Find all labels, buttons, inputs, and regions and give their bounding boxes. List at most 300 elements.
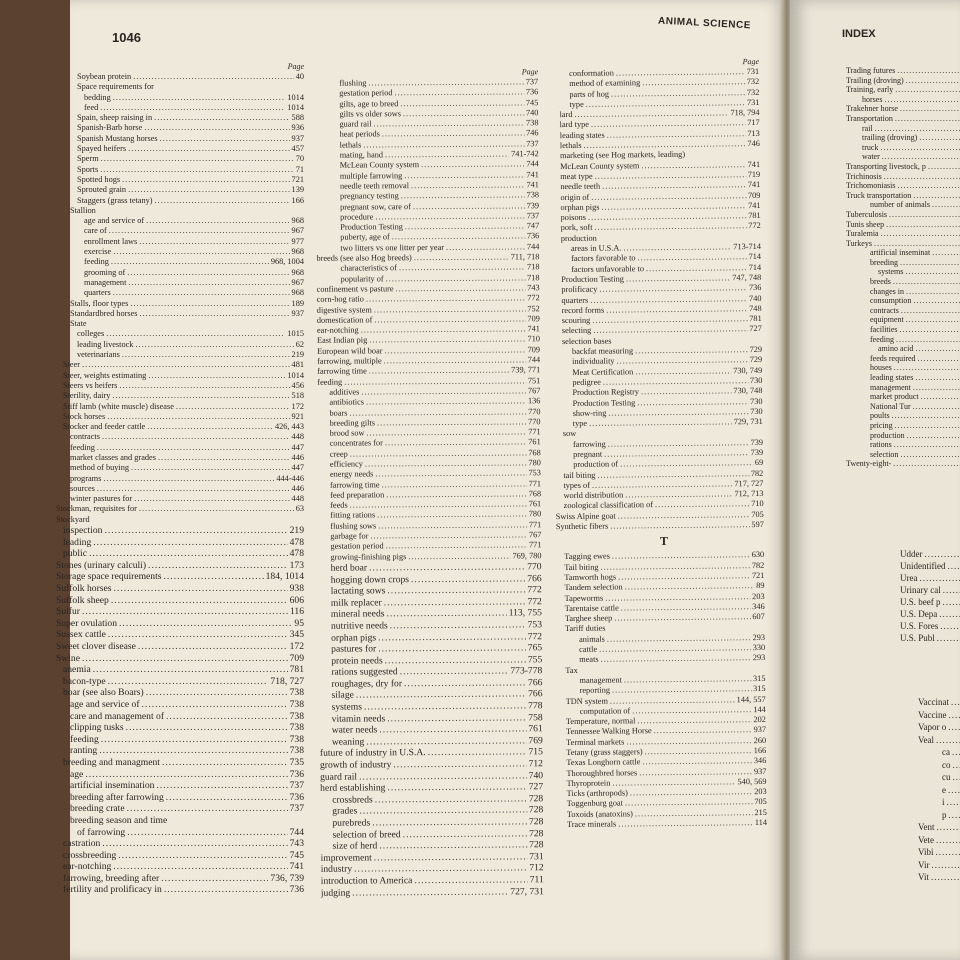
dot-leader [949, 809, 960, 822]
dot-leader [385, 654, 526, 667]
entry-page: 736, 739 [270, 872, 304, 884]
entry-term: multiple farrowing [339, 170, 403, 181]
index-entry [56, 792, 304, 804]
entry-term: growing-finishing pigs [330, 551, 407, 562]
entry-term: poisons [560, 212, 587, 223]
entry-page: 738 [289, 733, 304, 745]
dot-leader [93, 664, 288, 676]
entry-term: equipment [870, 315, 904, 325]
entry-page: 967 [291, 277, 304, 287]
dot-leader [895, 114, 960, 124]
entry-term: p [942, 809, 947, 820]
entry-term: Trading futures [846, 66, 896, 75]
index-entry [900, 608, 960, 620]
index-entry [56, 474, 304, 484]
entry-term: Urea [900, 573, 918, 583]
entry-page: 95 [294, 617, 304, 629]
dot-leader [122, 175, 289, 185]
entry-page: 745 [525, 97, 539, 107]
entry-term: European wild boar [317, 346, 383, 356]
dot-leader [390, 619, 526, 632]
entry-term: horses [862, 94, 883, 104]
dot-leader [593, 325, 747, 337]
dot-leader [122, 350, 290, 360]
entry-term: method of examining [569, 78, 641, 89]
dot-leader [943, 596, 960, 608]
index-entry [56, 391, 304, 401]
entry-term: ranting [70, 745, 98, 757]
entry-page: 968 [291, 216, 304, 226]
entry-term: enrollment laws [84, 236, 138, 246]
dot-leader [882, 152, 960, 162]
entry-page: 772 [527, 293, 540, 303]
entry-page: 755 [527, 653, 543, 666]
entry-term: age [70, 768, 84, 780]
dot-leader [893, 459, 960, 469]
dot-leader [164, 884, 288, 896]
dot-leader [935, 846, 960, 859]
entry-page: 730 [749, 375, 763, 385]
entry-page: 710 [527, 334, 541, 344]
entry-term: water [862, 152, 880, 162]
entry-page: 936 [291, 123, 304, 133]
entry-term: brood sow [329, 428, 365, 438]
entry-term: herd establishing [320, 782, 386, 795]
index-entry [56, 664, 304, 676]
dot-leader [894, 440, 960, 450]
entry-term: artificial insemination [70, 780, 155, 792]
index-entry [56, 268, 304, 278]
entry-term: growth of industry [319, 759, 392, 771]
entry-page: 737 [289, 803, 304, 815]
entry-term: pregnancy testing [339, 191, 399, 201]
index-entry [56, 757, 304, 769]
entry-term: houses [870, 363, 892, 373]
entry-page: 937 [291, 308, 304, 318]
entry-term: Vit [918, 872, 929, 882]
entry-term: guard rail [339, 119, 372, 129]
entry-term: mineral needs [330, 608, 385, 621]
index-entry [56, 745, 304, 757]
entry-term: of farrowing [77, 826, 126, 838]
entry-page: 730, 748 [733, 386, 763, 396]
entry-term: Toggenburg goat [566, 798, 623, 809]
dot-leader [875, 124, 960, 134]
dot-leader [932, 200, 960, 210]
entry-page: 116 [289, 606, 304, 618]
entry-term: factors unfavorable to [571, 263, 645, 274]
index-entry [846, 200, 960, 210]
entry-page: 968 [291, 267, 304, 277]
entry-page: 772 [527, 584, 542, 596]
entry-page: 184, 1014 [265, 571, 304, 583]
entry-term: feeding [70, 733, 99, 745]
index-entry [56, 606, 304, 618]
entry-page: 448 [291, 494, 304, 504]
index-entry [846, 191, 960, 201]
index-entry [56, 329, 304, 339]
entry-term: silage [331, 690, 354, 702]
entry-page: 114 [754, 818, 768, 828]
entry-term: world distribution [563, 490, 624, 501]
dot-leader [901, 306, 960, 316]
dot-leader [928, 162, 960, 172]
dot-leader [948, 784, 960, 797]
dot-leader [889, 210, 960, 220]
dot-leader [133, 72, 294, 82]
index-entry [56, 144, 304, 154]
entry-term: factors favorable to [571, 253, 636, 264]
dot-leader [161, 873, 268, 885]
entry-term: selection bases [561, 336, 612, 346]
entry-term: Tandem selection [564, 582, 623, 593]
index-entry [918, 709, 960, 722]
index-entry [918, 784, 960, 797]
entry-term: Sperm [77, 154, 99, 164]
entry-page: 606 [289, 594, 304, 606]
index-entry [846, 114, 960, 124]
dot-leader [411, 573, 525, 585]
dot-leader [931, 871, 960, 884]
dot-leader [108, 629, 288, 641]
entry-term: meats [579, 655, 599, 665]
dot-leader [100, 103, 285, 113]
index-entry [563, 417, 763, 429]
entry-term: Trichinosis [846, 171, 882, 181]
entry-page: 1014 [287, 102, 304, 112]
dot-leader [906, 287, 960, 297]
entry-term: selecting [561, 326, 592, 336]
dot-leader [109, 226, 290, 236]
entry-term: Sterility, dairy [63, 391, 111, 401]
entry-page: 736 [748, 283, 762, 293]
entry-page: 144 [753, 704, 766, 714]
dot-leader [378, 631, 526, 644]
entry-page: 712 [529, 862, 544, 874]
index-entry [56, 838, 304, 850]
entry-page: 746 [747, 139, 760, 149]
dot-leader [900, 450, 960, 460]
entry-page: 772 [527, 630, 543, 642]
entry-term: method of buying [70, 463, 129, 473]
entry-page: 767 [528, 530, 542, 540]
dot-leader [160, 134, 290, 144]
entry-term: boar (see also Boars) [63, 687, 144, 699]
index-entry [56, 412, 304, 422]
entry-term: heat periods [339, 129, 380, 140]
dot-leader [414, 252, 509, 263]
index-entry [56, 360, 304, 370]
entry-term: energy needs [329, 469, 374, 479]
dot-leader [147, 422, 273, 432]
entry-page: 743 [289, 838, 304, 850]
index-entry [56, 319, 304, 329]
entry-page: 768 [528, 489, 542, 499]
entry-term: anemia [63, 664, 91, 676]
entry-page: 709 [747, 190, 761, 200]
dot-leader [614, 612, 750, 624]
entry-term: Spanish-Barb horse [77, 123, 143, 133]
index-entry [321, 886, 544, 899]
entry-page: 745 [289, 849, 304, 861]
entry-term: facilities [870, 325, 898, 335]
dot-leader [932, 248, 960, 258]
index-entry [56, 82, 304, 92]
dot-leader [156, 780, 287, 792]
index-entry [918, 771, 960, 784]
page-column-label: Page [287, 62, 304, 71]
entry-page: 728 [529, 827, 544, 839]
entry-page: 721 [291, 174, 304, 184]
entry-page: 709 [527, 344, 541, 355]
entry-page: 714 [748, 252, 762, 262]
entry-page: 719 [747, 169, 761, 180]
entry-page: 780 [528, 458, 541, 468]
entry-page: 597 [751, 520, 764, 530]
entry-page: 738 [289, 722, 304, 734]
entry-term: McLean County system [560, 160, 640, 171]
entry-term: rations suggested [331, 666, 398, 678]
entry-term: fertility and prolificacy in [63, 884, 162, 896]
index-entry [56, 103, 304, 113]
dot-leader [97, 484, 290, 494]
entry-term: truck [862, 142, 879, 152]
entry-page: 772 [527, 595, 542, 608]
entry-page: 710 [751, 499, 764, 509]
dot-leader [82, 653, 288, 665]
entry-term: ear-notching [316, 325, 359, 335]
entry-term: systems [878, 267, 904, 277]
index-entry [56, 827, 304, 839]
dot-leader [895, 85, 960, 95]
index-entry [846, 95, 960, 105]
entry-page: 711 [529, 874, 544, 886]
index-entry [56, 629, 304, 641]
entry-page: 735 [289, 756, 304, 768]
entry-term: nutritive needs [330, 620, 388, 632]
entry-term: conformation [569, 68, 614, 78]
entry-page: 732 [746, 77, 760, 87]
entry-term: Unidentified [900, 561, 946, 571]
entry-page: 752 [527, 303, 540, 313]
running-head: ANIMAL SCIENCE [657, 15, 752, 32]
index-entry [56, 803, 304, 815]
dot-leader [131, 463, 290, 473]
entry-page: 766 [528, 688, 543, 700]
dot-leader [952, 746, 960, 759]
index-entry [562, 324, 762, 336]
entry-term: Tuberculosis [846, 209, 888, 219]
entry-term: meat type [560, 171, 593, 182]
dot-leader [111, 595, 288, 607]
entry-page: 144, 557 [736, 694, 766, 704]
entry-page: 761 [528, 499, 542, 509]
entry-page: 738 [526, 190, 540, 200]
index-entry [846, 248, 960, 258]
entry-term: Veal [918, 734, 934, 745]
entry-page: 446 [291, 483, 304, 493]
entry-term: care and management of [70, 710, 165, 722]
dot-leader [103, 474, 274, 484]
entry-page: 728 [528, 816, 544, 828]
entry-term: market product [870, 392, 919, 402]
entry-page: 744 [526, 159, 539, 169]
dot-leader [610, 520, 749, 532]
entry-term: milk replacer [330, 597, 382, 609]
index-entry [900, 560, 960, 572]
section-letter: T [659, 534, 669, 549]
entry-term: U.S. Fores [900, 621, 939, 631]
entry-term: Sports [77, 164, 99, 174]
entry-term: contracts [70, 432, 100, 442]
entry-page: 113, 755 [508, 607, 542, 619]
entry-term: protein needs [331, 655, 383, 667]
dot-leader [379, 724, 526, 737]
index-entry [846, 152, 960, 162]
index-entry [56, 196, 304, 206]
entry-term: Stones (urinary calculi) [56, 559, 147, 571]
entry-term: pedigree [572, 377, 601, 387]
dot-leader [931, 859, 960, 872]
entry-term: size of herd [332, 840, 378, 852]
entry-term: cattle [579, 644, 598, 654]
entry-page: 753 [528, 468, 541, 478]
entry-page: 478 [289, 548, 304, 560]
entry-term: orphan pigs [331, 631, 377, 644]
entry-page: 937 [291, 133, 304, 143]
index-entry [56, 850, 304, 862]
entry-term: Training, early [846, 85, 894, 95]
entry-page: 731 [746, 66, 760, 77]
dot-leader [881, 229, 960, 239]
entry-term: management [870, 382, 911, 392]
dot-leader [113, 861, 287, 873]
entry-page: 738 [289, 710, 304, 722]
entry-term: leading livestock [77, 339, 134, 349]
entry-term: puberty, age of [340, 232, 390, 243]
index-entry [918, 821, 960, 834]
index-entry [56, 381, 304, 391]
index-entry [56, 861, 304, 873]
entry-page: 71 [295, 164, 304, 174]
entry-term: breeding and managment [63, 756, 160, 768]
entry-page: 730, 749 [733, 365, 763, 375]
right-index-column-u [900, 548, 960, 644]
index-entry [918, 846, 960, 859]
right-page [790, 0, 960, 960]
entry-term: Tagging ewes [564, 551, 610, 562]
entry-page: 713 [747, 128, 760, 138]
entry-term: programs [70, 473, 102, 483]
index-entry [918, 834, 960, 847]
dot-leader [913, 402, 960, 412]
entry-page: 736 [289, 768, 304, 780]
dot-leader [913, 191, 960, 201]
entry-term: backfat measuring [571, 346, 634, 356]
entry-term: marketing (see Hog markets, leading) [559, 150, 686, 161]
entry-term: Transporting livestock, p [846, 161, 926, 171]
entry-term: purebreds [332, 817, 371, 829]
index-entry [846, 172, 960, 182]
dot-leader [898, 181, 960, 191]
entry-term: Steers vs heifers [63, 380, 118, 390]
entry-term: show-ring [572, 408, 607, 418]
dot-leader [589, 417, 732, 429]
entry-term: Stiff lamb (white muscle) disease [63, 401, 174, 411]
entry-term: ear-notching [63, 861, 112, 873]
entry-page: 741 [526, 169, 539, 179]
entry-page: 40 [295, 72, 304, 81]
entry-term: Vete [918, 834, 934, 845]
dot-leader [104, 525, 287, 537]
dot-leader [414, 874, 527, 886]
entry-term: feeds required [870, 353, 916, 363]
entry-page: 761 [528, 437, 541, 447]
entry-term: breeding after farrowing [70, 791, 164, 803]
entry-term: water needs [331, 724, 378, 736]
entry-page: 709 [289, 652, 304, 664]
dot-leader [892, 411, 960, 421]
entry-term: U.S. Publ [900, 633, 935, 643]
dot-leader [118, 850, 287, 862]
index-entry [918, 746, 960, 759]
entry-term: Soybean protein [77, 72, 132, 81]
entry-term: sources [70, 483, 95, 493]
dot-leader [953, 759, 960, 772]
entry-page: 63 [295, 504, 304, 514]
index-entry [56, 257, 304, 267]
index-entry [56, 216, 304, 226]
entry-page: 729, 731 [733, 417, 763, 427]
entry-page: 767 [527, 386, 541, 396]
entry-page: 457 [291, 144, 304, 154]
dot-leader [900, 325, 960, 335]
page-column-label: Page [742, 56, 760, 67]
entry-page: 771 [528, 478, 542, 488]
entry-page: 770 [528, 406, 541, 416]
entry-page: 173 [289, 559, 304, 571]
entry-term: Tennessee Walking Horse [565, 726, 652, 737]
entry-term: rations [870, 440, 892, 450]
entry-page: 728 [529, 839, 544, 851]
entry-page: 771 [528, 519, 542, 530]
entry-page: 736 [525, 87, 539, 97]
dot-leader [139, 237, 289, 247]
dot-leader [384, 596, 526, 609]
entry-term: Sussex cattle [56, 629, 106, 641]
entry-page: 741 [526, 180, 539, 190]
entry-page: 740 [525, 108, 539, 118]
entry-page: 747, 748 [732, 272, 762, 283]
entry-page: 717 [747, 118, 760, 128]
index-entry [846, 383, 960, 393]
dot-leader [936, 734, 960, 747]
entry-page: 741-742 [511, 149, 539, 159]
dot-leader [119, 618, 292, 630]
index-entry [846, 258, 960, 268]
index-entry [567, 818, 767, 830]
dot-leader [428, 747, 527, 759]
entry-term: Tail biting [564, 562, 599, 572]
entry-page: 215 [754, 807, 767, 817]
index-entry [846, 421, 960, 431]
entry-term: Trace minerals [566, 819, 617, 830]
entry-page: 753 [527, 619, 543, 631]
entry-term: Tamworth hogs [564, 572, 617, 582]
entry-page: 219 [291, 350, 304, 360]
entry-term: clipping tusks [70, 722, 124, 734]
dot-leader [897, 66, 960, 76]
